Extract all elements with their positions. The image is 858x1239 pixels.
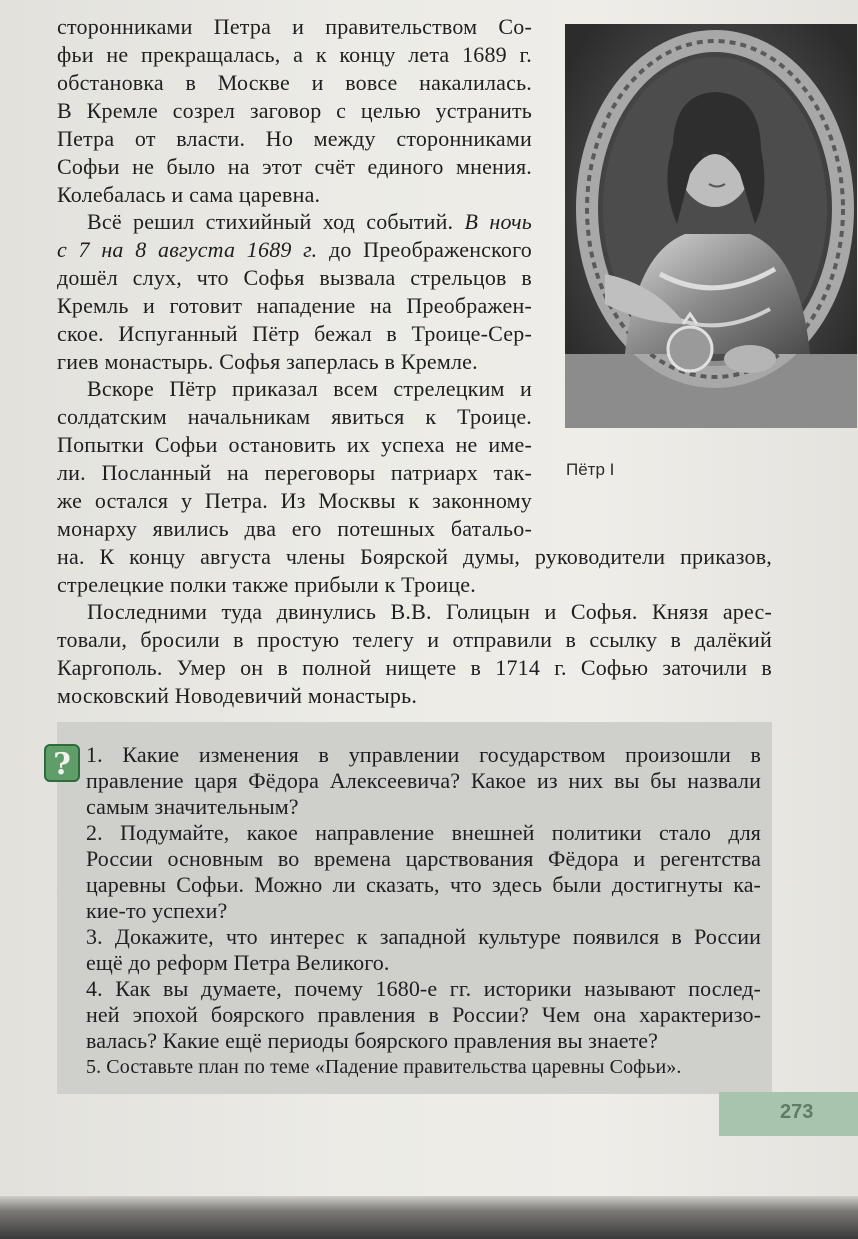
text-line: [57, 237, 532, 263]
text-line: на. К концу августа члены Боярской думы, руководители приказов,: [57, 544, 772, 569]
text-line: ли. Посланный на переговоры патриарх так-: [57, 460, 532, 485]
text-line: Вскоре Пётр приказал всем стрелецким и: [87, 376, 532, 401]
text-line: [57, 209, 532, 235]
text-line: товали, бросили в простую телегу и отправили в ссылку в далёкий: [57, 627, 772, 652]
text-line: солдатским начальникам явиться к Троице.: [57, 404, 532, 429]
text-line: монарху явились два его потешных батальо-: [57, 516, 532, 541]
svg-text:?: ?: [53, 747, 71, 782]
text-line: Каргополь. Умер он в полной нищете в 1714 г. Софью заточили в: [57, 655, 772, 680]
text-line: Петра от власти. Но между сторонниками: [57, 126, 532, 151]
text-run: до Преображенского: [317, 237, 532, 262]
question-line: ещё до реформ Петра Великого.: [86, 950, 390, 975]
question-line: 5. Составьте план по теме «Падение правительства царевны Софьи».: [86, 1056, 682, 1078]
question-line: ней эпохой боярского правления в России? Чем она характеризо-: [86, 1002, 761, 1027]
text-line: стрелецкие полки также прибыли к Троице.: [57, 572, 476, 597]
date-emphasis: В ночь: [464, 209, 532, 234]
text-line: же остался у Петра. Из Москвы к законному: [57, 488, 532, 513]
text-run: Всё решил стихийный ход событий.: [87, 209, 465, 234]
text-line: фьи не прекращалась, а к концу лета 1689 г.: [57, 42, 532, 67]
question-line: самым значительным?: [86, 794, 299, 819]
text-line: Софьи не было на этот счёт единого мнения.: [57, 154, 532, 179]
question-line: 1. Какие изменения в управлении государством произошли в: [86, 742, 761, 767]
question-line: 2. Подумайте, какое направление внешней политики стало для: [86, 820, 761, 845]
portrait-caption: Пётр I: [566, 460, 615, 479]
question-line: 4. Как вы думаете, почему 1680-е гг. историки называют послед-: [86, 976, 761, 1001]
question-line: царевны Софьи. Можно ли сказать, что здесь были достигнуты ка-: [86, 872, 761, 897]
question-line: правление царя Фёдора Алексеевича? Какое из них вы бы назвали: [86, 768, 761, 793]
text-line: В Кремле созрел заговор с целью устранить: [57, 98, 532, 123]
date-emphasis: с 7 на 8 августа 1689 г.: [57, 237, 318, 262]
text-line: гиев монастырь. Софья заперлась в Кремле.: [57, 349, 478, 374]
question-line: валась? Какие ещё периоды боярского правления вы знаете?: [86, 1028, 659, 1053]
text-line: дошёл слух, что Софья вызвала стрельцов в: [57, 265, 532, 290]
page-number: 273: [780, 1101, 814, 1123]
text-line: Колебалась и сама царевна.: [57, 182, 321, 207]
text-line: сторонниками Петра и правительством Со-: [57, 14, 532, 39]
text-line: обстановка в Москве и вовсе накалилась.: [57, 70, 532, 95]
question-line: кие-то успехи?: [86, 898, 228, 923]
page-bottom-edge: [0, 1196, 858, 1239]
text-line: Попытки Софьи остановить их успеха не име-: [57, 432, 532, 457]
text-line: Последними туда двинулись В.В. Голицын и Софья. Князя арес-: [87, 599, 772, 624]
portrait-illustration: [565, 24, 857, 428]
text-line: Кремль и готовит нападение на Преображен-: [57, 293, 532, 318]
peter-portrait-engraving: [565, 24, 857, 428]
question-line: 3. Докажите, что интерес к западной культуре появился в России: [86, 924, 761, 949]
question-mark-icon: [44, 744, 80, 782]
text-line: ское. Испуганный Пётр бежал в Троице-Сер-: [57, 321, 532, 346]
question-line: России основным во времена царствования Фёдора и регентства: [86, 846, 761, 871]
text-line: московский Новодевичий монастырь.: [57, 683, 418, 708]
